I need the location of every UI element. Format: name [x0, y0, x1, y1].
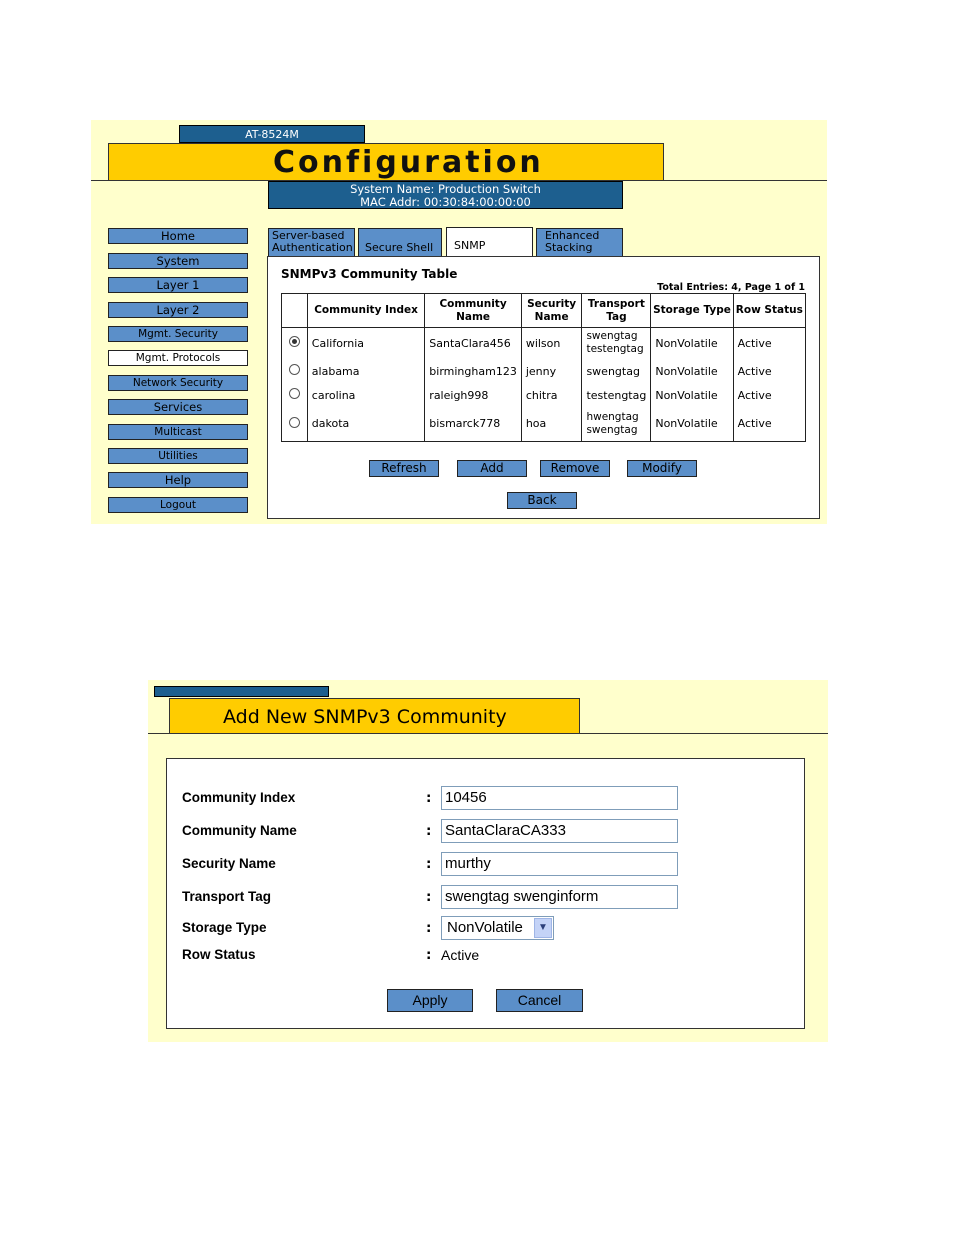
storage-type-select[interactable] — [441, 916, 554, 940]
tab-label-line2: Authentication — [272, 241, 353, 254]
column-header-status: Row Status — [733, 294, 805, 328]
page-title: Configuration — [108, 143, 664, 181]
nav-logout[interactable]: Logout — [108, 497, 248, 513]
label-community-name: Community Name — [182, 823, 297, 838]
radio-button[interactable] — [289, 364, 300, 375]
nav-utilities[interactable]: Utilities — [108, 448, 248, 464]
cell-status: Active — [733, 359, 805, 384]
radio-button[interactable] — [289, 417, 300, 428]
label-storage-type: Storage Type — [182, 920, 267, 935]
cell-name: bismarck778 — [425, 407, 522, 442]
community-index-input[interactable]: 10456 — [441, 786, 678, 810]
radio-button[interactable] — [289, 388, 300, 399]
table-row — [282, 407, 806, 442]
column-header-storage: Storage Type — [651, 294, 733, 328]
chevron-down-icon[interactable]: ▼ — [534, 918, 552, 938]
tab-server-based-authentication[interactable] — [268, 228, 355, 256]
separator-colon: : — [426, 947, 432, 963]
cell-security: chitra — [521, 384, 582, 407]
cell-index: California — [307, 328, 425, 359]
separator-colon: : — [426, 856, 432, 872]
nav-mgmt-protocols[interactable]: Mgmt. Protocols — [108, 350, 248, 366]
nav-layer-2[interactable]: Layer 2 — [108, 302, 248, 318]
cell-name: raleigh998 — [425, 384, 522, 407]
column-header-tag: Transport Tag — [582, 294, 651, 328]
row-select[interactable] — [282, 407, 308, 442]
cell-storage: NonVolatile — [651, 407, 733, 442]
nav-system[interactable]: System — [108, 253, 248, 269]
total-entries: Total Entries: 4, Page 1 of 1 — [657, 282, 805, 293]
header-tab — [154, 686, 329, 697]
row-status-value: Active — [441, 947, 480, 963]
transport-tag-input[interactable]: swengtag swenginform — [441, 885, 678, 909]
cell-security: wilson — [521, 328, 582, 359]
cell-security: hoa — [521, 407, 582, 442]
label-row-status: Row Status — [182, 947, 256, 962]
table-row — [282, 359, 806, 384]
back-button[interactable]: Back — [507, 492, 577, 509]
nav-mgmt-security[interactable]: Mgmt. Security — [108, 326, 248, 342]
cell-security: jenny — [521, 359, 582, 384]
label-transport-tag: Transport Tag — [182, 889, 272, 904]
community-table — [281, 293, 806, 442]
tab-snmp[interactable]: SNMP — [446, 227, 533, 257]
row-select[interactable] — [282, 328, 308, 359]
mac-address: MAC Addr: 00:30:84:00:00:00 — [360, 195, 531, 209]
cell-tag: testengtag — [582, 384, 651, 407]
column-header-security: Security Name — [521, 294, 582, 328]
refresh-button[interactable]: Refresh — [369, 460, 439, 477]
nav-help[interactable]: Help — [108, 472, 248, 488]
cell-status: Active — [733, 328, 805, 359]
cell-storage: NonVolatile — [651, 328, 733, 359]
cell-name: SantaClara456 — [425, 328, 522, 359]
remove-button[interactable]: Remove — [540, 460, 610, 477]
cell-status: Active — [733, 384, 805, 407]
label-community-index: Community Index — [182, 790, 296, 805]
nav-layer-1[interactable]: Layer 1 — [108, 277, 248, 293]
cell-index: alabama — [307, 359, 425, 384]
column-header-name: Community Name — [425, 294, 522, 328]
nav-services[interactable]: Services — [108, 399, 248, 415]
nav-multicast[interactable]: Multicast — [108, 424, 248, 440]
table-title: SNMPv3 Community Table — [281, 267, 458, 281]
cell-storage: NonVolatile — [651, 384, 733, 407]
cell-status: Active — [733, 407, 805, 442]
system-name: System Name: Production Switch — [350, 182, 541, 196]
add-button[interactable]: Add — [457, 460, 527, 477]
nav-home[interactable]: Home — [108, 228, 248, 244]
community-name-input[interactable]: SantaClaraCA333 — [441, 819, 678, 843]
form-title: Add New SNMPv3 Community — [169, 698, 580, 734]
row-select[interactable] — [282, 384, 308, 407]
cell-tag: swengtag testengtag — [582, 328, 651, 359]
select-column-header — [282, 294, 308, 328]
nav-network-security[interactable]: Network Security — [108, 375, 248, 391]
tab-label-line1: Server-based — [272, 229, 345, 242]
security-name-input[interactable]: murthy — [441, 852, 678, 876]
tab-label-line2: Stacking — [545, 241, 593, 254]
table-row — [282, 328, 806, 359]
cell-name: birmingham123 — [425, 359, 522, 384]
model-label: AT-8524M — [179, 125, 365, 143]
row-select[interactable] — [282, 359, 308, 384]
separator-colon: : — [426, 823, 432, 839]
radio-button[interactable] — [289, 336, 300, 347]
separator-colon: : — [426, 920, 432, 936]
cell-index: dakota — [307, 407, 425, 442]
apply-button[interactable]: Apply — [387, 989, 473, 1012]
separator-colon: : — [426, 889, 432, 905]
label-security-name: Security Name — [182, 856, 276, 871]
cancel-button[interactable]: Cancel — [496, 989, 583, 1012]
separator-colon: : — [426, 790, 432, 806]
modify-button[interactable]: Modify — [627, 460, 697, 477]
tab-secure-shell[interactable]: Secure Shell — [358, 228, 442, 256]
system-info-box — [268, 181, 623, 209]
tab-label-line1: Enhanced — [545, 229, 600, 242]
cell-tag: swengtag — [582, 359, 651, 384]
column-header-index: Community Index — [307, 294, 425, 328]
cell-storage: NonVolatile — [651, 359, 733, 384]
table-header-row — [282, 294, 806, 328]
table-row — [282, 384, 806, 407]
cell-tag: hwengtag swengtag — [582, 407, 651, 442]
storage-type-value: NonVolatile — [447, 919, 523, 936]
cell-index: carolina — [307, 384, 425, 407]
tab-enhanced-stacking[interactable] — [536, 228, 623, 256]
